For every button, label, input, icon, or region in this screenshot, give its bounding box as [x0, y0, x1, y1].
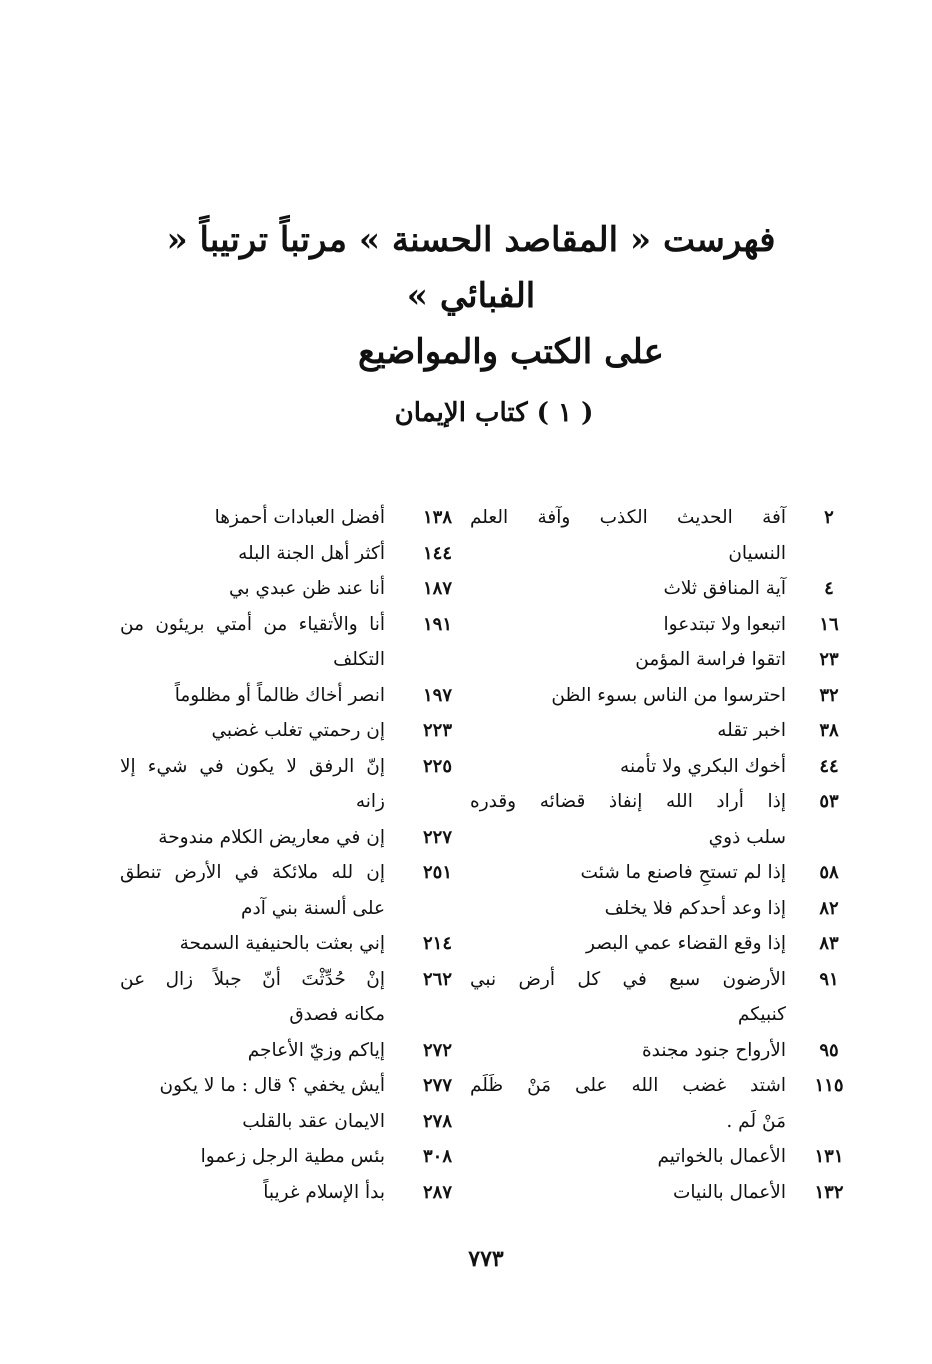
index-entry — [470, 855, 872, 891]
entry-text-line: أنا عند ظن عبدي بي — [229, 578, 385, 599]
section-heading: ( ١ ) كتاب الإيمان — [394, 398, 594, 428]
entry-page-number: ٥٣ — [819, 791, 839, 812]
index-entry — [470, 607, 872, 643]
index-entry — [120, 1175, 490, 1211]
entry-page-number: ٨٣ — [819, 933, 839, 954]
page-subtitle: على الكتب والمواضيع — [358, 332, 664, 372]
entry-text-line: اتبعوا ولا تبتدعوا — [663, 613, 786, 635]
entry-text-line: إن في معاريض الكلام مندوحة — [158, 826, 385, 848]
entry-page-number: ٢٢٧ — [422, 826, 452, 848]
entry-text-line: إنْ حُدِّثْتَ أنّ جبلاً زال عن — [120, 968, 385, 990]
entry-text-continuation: التكلف — [333, 649, 385, 670]
entry-text-line: بدأ الإسلام غريباً — [263, 1181, 385, 1203]
entry-text-line: الأعمال بالنيات — [672, 1181, 786, 1203]
title-block — [0, 212, 932, 380]
entry-page-number: ١٦ — [819, 613, 839, 635]
entry-text-line: إذا وقع القضاء عمي البصر — [586, 933, 786, 954]
entry-hadith-text — [120, 820, 385, 856]
entry-hadith-text — [470, 784, 786, 855]
index-entry — [470, 1175, 872, 1211]
entry-hadith-text — [120, 1139, 385, 1175]
entry-text-line: أكثر أهل الجنة البله — [238, 542, 385, 564]
entry-hadith-text — [120, 713, 385, 749]
entry-page-number: ٣٨ — [819, 720, 839, 741]
entry-hadith-text — [120, 1068, 385, 1104]
entry-page-number: ١٨٧ — [422, 578, 452, 599]
entry-page-number: ١٩١ — [422, 613, 452, 635]
entry-hadith-text — [470, 926, 786, 962]
entry-text-line: بئس مطية الرجل زعموا — [200, 1146, 385, 1167]
page-number: ٧٧٣ — [468, 1246, 504, 1272]
index-entry — [470, 1068, 872, 1139]
entry-hadith-text — [120, 1175, 385, 1211]
entry-text-line: إن رحمتي تغلب غضبي — [211, 720, 385, 741]
entry-text-line: الايمان عقد بالقلب — [242, 1110, 385, 1132]
index-entry — [120, 855, 490, 926]
entry-text-line: الأرواح جنود مجندة — [641, 1039, 786, 1061]
index-entry — [470, 571, 872, 607]
entry-hadith-text — [470, 642, 786, 678]
entry-hadith-text — [470, 891, 786, 927]
index-entry — [470, 642, 872, 678]
entry-text-continuation: مكانه فصدق — [289, 1004, 385, 1025]
entry-page-number: ١٣١ — [814, 1146, 844, 1167]
entry-page-number: ٩٥ — [819, 1039, 839, 1061]
entry-hadith-text — [470, 500, 786, 571]
entry-text-line: احترسوا من الناس بسوء الظن — [551, 684, 786, 706]
entry-page-number: ٣٠٨ — [422, 1146, 452, 1167]
entry-text-continuation: كنبيكم — [737, 1004, 786, 1025]
entry-hadith-text — [470, 678, 786, 714]
entry-hadith-text — [470, 962, 786, 1033]
entry-page-number: ٨٢ — [819, 897, 839, 919]
entry-hadith-text — [120, 678, 385, 714]
entry-page-number: ٤ — [824, 578, 834, 599]
entry-hadith-text — [120, 607, 385, 678]
entry-text-continuation: سلب ذوي — [708, 826, 786, 848]
index-entry — [470, 926, 872, 962]
entry-page-number: ١٣٢ — [814, 1181, 844, 1203]
entry-text-continuation: زانه — [355, 791, 385, 812]
entry-text-line: آفة الحديث الكذب وآفة العلم — [470, 507, 786, 528]
entry-text-line: إذا وعد أحدكم فلا يخلف — [604, 897, 786, 919]
entry-text-line: اتقوا فراسة المؤمن — [635, 649, 786, 670]
entry-hadith-text — [120, 926, 385, 962]
index-entry — [120, 1033, 490, 1069]
index-entry — [120, 500, 490, 536]
entry-hadith-text — [470, 749, 786, 785]
entry-text-line: انصر أخاك ظالماً أو مظلوماً — [174, 684, 385, 706]
entry-hadith-text — [470, 1139, 786, 1175]
entry-hadith-text — [470, 713, 786, 749]
index-entry — [120, 1139, 490, 1175]
entry-hadith-text — [470, 1175, 786, 1211]
entry-page-number: ٢١٤ — [422, 933, 452, 954]
entry-text-line: اخبر تقله — [717, 720, 786, 741]
entry-page-number: ٢٧٨ — [422, 1110, 452, 1132]
index-entry — [470, 1033, 872, 1069]
entry-text-continuation: مَنْ لَم . — [726, 1110, 786, 1132]
entry-hadith-text — [470, 607, 786, 643]
entry-text-continuation: على ألسنة بني آدم — [241, 897, 385, 919]
index-entry — [120, 820, 490, 856]
entry-hadith-text — [120, 749, 385, 820]
index-entry — [120, 607, 490, 678]
entry-hadith-text — [470, 1033, 786, 1069]
index-entry — [470, 784, 872, 855]
index-entry — [470, 713, 872, 749]
entry-text-continuation: النسيان — [728, 542, 786, 564]
entry-hadith-text — [470, 855, 786, 891]
entry-hadith-text — [470, 571, 786, 607]
entry-page-number: ٢٨٧ — [422, 1181, 452, 1203]
index-column-right — [470, 500, 872, 1210]
entry-page-number: ٢٧٧ — [422, 1075, 452, 1096]
entry-page-number: ١٤٤ — [422, 542, 452, 564]
index-entry — [120, 926, 490, 962]
index-entry — [120, 571, 490, 607]
entry-text-line: الأعمال بالخواتيم — [657, 1146, 786, 1167]
entry-page-number: ٢٢٣ — [422, 720, 452, 741]
entry-text-line: أفضل العبادات أحمزها — [214, 507, 385, 528]
entry-text-line: أيش يخفي ؟ قال : ما لا يكون — [159, 1075, 385, 1096]
entry-hadith-text — [120, 962, 385, 1033]
index-entry — [120, 962, 490, 1033]
index-entry — [470, 749, 872, 785]
entry-page-number: ١٣٨ — [422, 507, 452, 528]
entry-hadith-text — [120, 500, 385, 536]
entry-page-number: ٢ — [824, 507, 834, 528]
entry-page-number: ١١٥ — [814, 1075, 844, 1096]
entry-text-line: أنا والأتقياء من أمتي بريئون من — [120, 613, 385, 635]
index-entry — [470, 678, 872, 714]
entry-page-number: ٣٢ — [819, 684, 839, 706]
entry-page-number: ٢٦٢ — [422, 968, 452, 990]
index-entry — [120, 1104, 490, 1140]
entry-page-number: ٤٤ — [819, 755, 839, 777]
entry-hadith-text — [120, 536, 385, 572]
page-title: فهرست « المقاصد الحسنة » مرتباً ترتيباً « الفبائي » — [166, 220, 776, 316]
index-entry — [470, 962, 872, 1033]
entry-text-line: الأرضون سبع في كل أرض نبي — [470, 968, 786, 990]
entry-text-line: أخوك البكري ولا تأمنه — [620, 755, 786, 777]
entry-page-number: ٢٧٢ — [422, 1039, 452, 1061]
entry-hadith-text — [120, 855, 385, 926]
index-entry — [120, 536, 490, 572]
index-column-left — [120, 500, 490, 1210]
index-entry — [470, 500, 872, 571]
entry-page-number: ٩١ — [819, 968, 839, 990]
entry-text-line: إذا لم تستحِ فاصنع ما شئت — [580, 862, 786, 883]
entry-page-number: ٥٨ — [819, 862, 839, 883]
entry-hadith-text — [470, 1068, 786, 1139]
entry-text-line: اشتد غضب الله على مَنْ ظَلَم — [470, 1075, 786, 1096]
entry-text-line: إذا أراد الله إنفاذ قضائه وقدره — [470, 791, 786, 812]
index-entry — [120, 749, 490, 820]
entry-hadith-text — [120, 1104, 385, 1140]
entry-text-line: إن لله ملائكة في الأرض تنطق — [120, 862, 385, 883]
entry-text-line: إني بعثت بالحنيفية السمحة — [179, 933, 385, 954]
entry-page-number: ٢٥١ — [422, 862, 452, 883]
index-entry — [470, 891, 872, 927]
index-entry — [470, 1139, 872, 1175]
entry-text-line: إنّ الرفق لا يكون في شيء إلا — [120, 755, 385, 777]
entry-hadith-text — [120, 1033, 385, 1069]
entry-page-number: ١٩٧ — [422, 684, 452, 706]
entry-text-line: آية المنافق ثلاث — [663, 578, 786, 599]
entry-hadith-text — [120, 571, 385, 607]
entry-page-number: ٢٢٥ — [422, 755, 452, 777]
entry-page-number: ٢٣ — [819, 649, 839, 670]
index-entry — [120, 713, 490, 749]
index-entry — [120, 1068, 490, 1104]
entry-text-line: إياكم وزيّ الأعاجم — [247, 1039, 385, 1061]
index-entry — [120, 678, 490, 714]
